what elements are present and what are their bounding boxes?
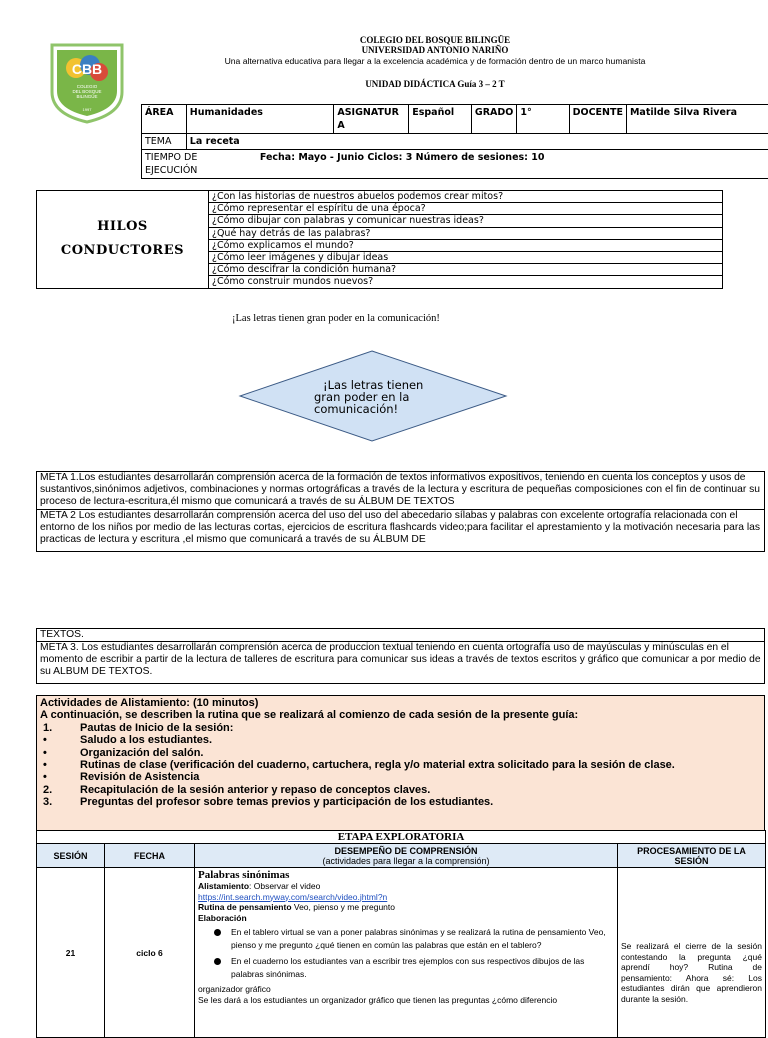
lema-line: ¡Las letras tienen gran poder en la comunicación! — [232, 313, 440, 324]
tiempo-label: TIEMPO DE EJECUCIÓN — [145, 152, 198, 176]
actividad-item: 3. Preguntas del profesor sobre temas previos y participación de los estudiantes. — [43, 796, 494, 809]
asignatura-label: ASIGNATUR A — [334, 105, 409, 134]
actividades-title: Actividades de Alistamiento: (10 minutos) — [40, 697, 259, 709]
hilos-conductores-table — [36, 190, 723, 289]
info-table — [141, 104, 768, 179]
tagline: Una alternativa educativa para llegar a la excelencia académica y de formación dentro de un marco humanista — [224, 56, 646, 66]
grado-label: GRADO — [471, 105, 516, 134]
etapa-exploratoria-table — [36, 830, 766, 1038]
actividad-item: • Revisión de Asistencia — [43, 771, 200, 784]
actividad-item: • Organización del salón. — [43, 746, 204, 759]
col-procesamiento: PROCESAMIENTO DE LA SESIÓN — [618, 844, 766, 868]
video-link[interactable]: https://int.search.myway.com/search/video.jhtml?n — [198, 891, 388, 902]
hilo-question: ¿Cómo explicamos el mundo? — [208, 239, 722, 251]
meta-2-continued: TEXTOS. — [40, 629, 84, 640]
sesion-number: 21 — [37, 868, 105, 1038]
lema-diamond — [238, 350, 508, 442]
metas-box-2 — [36, 628, 765, 684]
area-label: ÁREA — [142, 105, 187, 134]
actividad-item: • Rutinas de clase (verificación del cuaderno, cartuchera, regla y/o material extra solicitado para la sesión de clase. — [43, 759, 675, 772]
fecha-value: ciclo 6 — [105, 868, 195, 1038]
hilo-question: ¿Con las historias de nuestros abuelos podemos crear mitos? — [208, 191, 722, 203]
actividad-item: • Saludo a los estudiantes. — [43, 734, 213, 747]
hilo-question: ¿Cómo representar el espíritu de una época? — [208, 203, 722, 215]
meta-3: META 3. Los estudiantes desarrollarán comprensión acerca de produccion textual teniendo en cuenta ortografía uso de mayúsculas y minúsculas en el momento de escribir a partir de la lectura de talleres de escritura para comunicar sus ideas a través de textos escritos y gráfico que comunicar a por medio de su ALBUM DE TEXTOS. — [37, 641, 764, 678]
desempeno-title: Palabras sinónimas — [198, 869, 290, 881]
metas-box-1 — [36, 471, 765, 552]
hilo-question: ¿Cómo descifrar la condición humana? — [208, 264, 722, 276]
svg-text:1997: 1997 — [82, 107, 92, 112]
desempeno-cell: Palabras sinónimas Alistamiento: Observar el video https://int.search.myway.com/search/video.jhtml?n Rutina de pensamiento Veo, pienso y me pregunto Elaboración En el tablero virtual se van a poner palabras sinónimas y se realizará la rutina de pensamiento Veo, pienso y me pregunto ¿qué tienen en común las palabras que están en el tablero? En el cuaderno los estudiantes van a escribir tres ejemplos con sus respectivos dibujos de las palabras sinónimas. organizador gráfico Se les dará a los estudiantes un organizador gráfico que tienen las preguntas ¿cómo diferencio — [195, 868, 618, 1038]
area-value: Humanidades — [186, 105, 334, 134]
svg-text:COLEGIO: COLEGIO — [76, 84, 98, 89]
logo-letters: CBB — [71, 61, 103, 77]
hilo-question: ¿Qué hay detrás de las palabras? — [208, 227, 722, 239]
actividad-item: 2. Recapitulación de la sesión anterior y repaso de conceptos claves. — [43, 783, 431, 796]
col-desempeno: DESEMPEÑO DE COMPRENSIÓN (actividades para llegar a la comprensión) — [195, 844, 618, 868]
bullet-item: En el cuaderno los estudiantes van a escribir tres ejemplos con sus respectivos dibujos de las palabras sinónimas. — [198, 955, 614, 981]
actividades-intro: A continuación, se describen la rutina que se realizará al comienzo de cada sesión de la presente guía: — [40, 709, 579, 722]
school-logo — [46, 42, 128, 124]
meta-1: META 1.Los estudiantes desarrollarán comprensión acerca de la formación de textos informativos expositivos, teniendo en cuenta los conceptos y usos de sustantivos,sinónimos adjetivos, combinaciones y normas ortográficas a través de la lectura y escritura de pequeñas composiciones con el fin de continuar su proceso de lectura-escritura,él mismo que comunicará a través de su ÁLBUM DE TEXTOS — [40, 472, 761, 507]
bullet-item: En el tablero virtual se van a poner palabras sinónimas y se realizará la rutina de pensamiento Veo, pienso y me pregunto ¿qué tienen en común las palabras que están en el tablero? — [198, 926, 614, 952]
diamond-text: ¡Las letras tienen gran poder en la comunicación! — [314, 378, 424, 416]
tema-label: TEMA — [142, 134, 187, 150]
hilo-question: ¿Cómo construir mundos nuevos? — [208, 276, 722, 288]
grado-value: 1° — [517, 105, 569, 134]
hilo-question: ¿Cómo dibujar con palabras y comunicar nuestras ideas? — [208, 215, 722, 227]
asignatura-value: Español — [409, 105, 472, 134]
procesamiento-cell: Se realizará el cierre de la sesión contestando la pregunta ¿qué aprendí hoy? Rutina de pensamiento: Ahora sé: Los estudiantes dirán que aprendieron durante la sesión. — [618, 868, 766, 1038]
actividades-alistamiento — [36, 695, 765, 831]
docente-value: Matilde Silva Rivera — [626, 105, 768, 134]
actividad-item: 1. Pautas de Inicio de la sesión: — [43, 721, 234, 734]
tema-value: La receta — [186, 134, 768, 150]
meta-2: META 2 Los estudiantes desarrollarán comprensión acerca del uso del uso del abecedario sílabas y palabras con excelente ortografía relacionada con el entorno de los niños por medio de las lecturas cortas, ejercicios de escritura flashcards video;para facilitar el aprestamiento y la motivación necesaria para las practicas de lectura y escritura ,el mismo que comunicará a través de su ÁLBUM DE — [37, 509, 764, 546]
school-name: COLEGIO DEL BOSQUE BILINGÜE — [359, 35, 511, 45]
university-name: UNIVERSIDAD ANTONIO NARIÑO — [361, 45, 509, 55]
svg-text:DEL BOSQUE: DEL BOSQUE — [72, 89, 102, 94]
etapa-title: ETAPA EXPLORATORIA — [37, 831, 766, 844]
hilo-question: ¿Cómo leer imágenes y dibujar ideas — [208, 251, 722, 263]
col-sesion: SESIÓN — [37, 844, 105, 868]
tiempo-value: Fecha: Mayo - Junio Ciclos: 3 Número de sesiones: 10 — [259, 152, 545, 163]
hilos-title: HILOS CONDUCTORES — [37, 191, 209, 289]
svg-text:BILINGÜE: BILINGÜE — [76, 94, 98, 99]
docente-label: DOCENTE — [569, 105, 626, 134]
unit-title: UNIDAD DIDÁCTICA Guía 3 – 2 T — [365, 79, 505, 89]
col-fecha: FECHA — [105, 844, 195, 868]
